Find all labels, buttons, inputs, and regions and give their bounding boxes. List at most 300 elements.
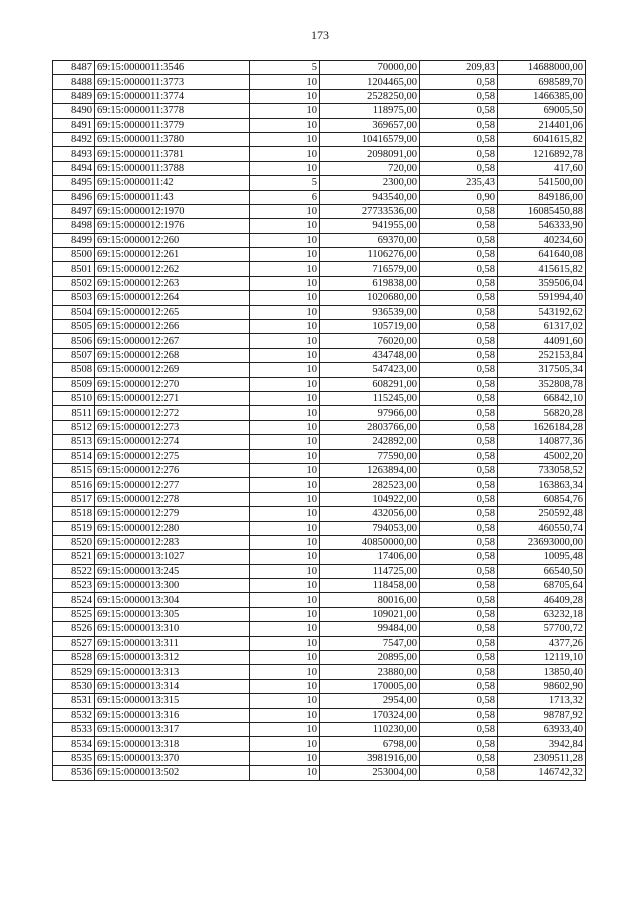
cadastral-number: 69:15:0000012:270 <box>95 377 250 391</box>
rate-value: 0,58 <box>420 593 498 607</box>
rate-value: 0,58 <box>420 492 498 506</box>
column-3-value: 10 <box>250 377 320 391</box>
cadastral-number: 69:15:0000012:278 <box>95 492 250 506</box>
cadastral-number: 69:15:0000013:245 <box>95 564 250 578</box>
cadastral-value: 7547,00 <box>320 636 420 650</box>
total-value: 163863,34 <box>498 478 586 492</box>
column-3-value: 10 <box>250 550 320 564</box>
page-number: 173 <box>311 28 329 42</box>
cadastral-value: 720,00 <box>320 161 420 175</box>
cadastral-number: 69:15:0000013:502 <box>95 766 250 780</box>
table-row <box>53 291 586 305</box>
row-number: 8531 <box>53 694 95 708</box>
table-row <box>53 492 586 506</box>
cadastral-number: 69:15:0000013:310 <box>95 622 250 636</box>
total-value: 12119,10 <box>498 651 586 665</box>
row-number: 8535 <box>53 751 95 765</box>
cadastral-number: 69:15:0000013:318 <box>95 737 250 751</box>
cadastral-value: 97966,00 <box>320 406 420 420</box>
cadastral-number: 69:15:0000013:314 <box>95 679 250 693</box>
row-number: 8495 <box>53 176 95 190</box>
total-value: 417,60 <box>498 161 586 175</box>
rate-value: 0,58 <box>420 478 498 492</box>
table-row <box>53 118 586 132</box>
cadastral-value: 619838,00 <box>320 276 420 290</box>
table-row <box>53 766 586 780</box>
row-number: 8511 <box>53 406 95 420</box>
rate-value: 0,90 <box>420 190 498 204</box>
cadastral-value: 104922,00 <box>320 492 420 506</box>
row-number: 8505 <box>53 320 95 334</box>
total-value: 66842,10 <box>498 391 586 405</box>
total-value: 2309511,28 <box>498 751 586 765</box>
row-number: 8518 <box>53 507 95 521</box>
cadastral-value: 40850000,00 <box>320 535 420 549</box>
rate-value: 0,58 <box>420 377 498 391</box>
table-row <box>53 636 586 650</box>
cadastral-value: 27733536,00 <box>320 204 420 218</box>
row-number: 8488 <box>53 75 95 89</box>
cadastral-number: 69:15:0000012:266 <box>95 320 250 334</box>
cadastral-value: 70000,00 <box>320 61 420 75</box>
column-3-value: 10 <box>250 737 320 751</box>
cadastral-number: 69:15:0000011:3546 <box>95 61 250 75</box>
cadastral-value: 2300,00 <box>320 176 420 190</box>
table-row <box>53 420 586 434</box>
column-3-value: 10 <box>250 492 320 506</box>
row-number: 8532 <box>53 708 95 722</box>
column-3-value: 10 <box>250 478 320 492</box>
total-value: 56820,28 <box>498 406 586 420</box>
cadastral-number: 69:15:0000013:311 <box>95 636 250 650</box>
cadastral-number: 69:15:0000013:1027 <box>95 550 250 564</box>
table-row <box>53 391 586 405</box>
rate-value: 0,58 <box>420 722 498 736</box>
cadastral-value: 170324,00 <box>320 708 420 722</box>
row-number: 8508 <box>53 363 95 377</box>
rate-value: 0,58 <box>420 579 498 593</box>
rate-value: 0,58 <box>420 766 498 780</box>
row-number: 8487 <box>53 61 95 75</box>
column-3-value: 10 <box>250 751 320 765</box>
total-value: 140877,36 <box>498 435 586 449</box>
rate-value: 0,58 <box>420 406 498 420</box>
rate-value: 0,58 <box>420 363 498 377</box>
column-3-value: 10 <box>250 276 320 290</box>
total-value: 415615,82 <box>498 262 586 276</box>
table-row <box>53 564 586 578</box>
table-row <box>53 61 586 75</box>
rate-value: 0,58 <box>420 89 498 103</box>
column-3-value: 10 <box>250 320 320 334</box>
cadastral-number: 69:15:0000013:315 <box>95 694 250 708</box>
table-row <box>53 377 586 391</box>
column-3-value: 10 <box>250 248 320 262</box>
cadastral-value: 716579,00 <box>320 262 420 276</box>
total-value: 359506,04 <box>498 276 586 290</box>
cadastral-number: 69:15:0000012:1970 <box>95 204 250 218</box>
cadastral-number: 69:15:0000013:370 <box>95 751 250 765</box>
column-3-value: 10 <box>250 521 320 535</box>
column-3-value: 10 <box>250 348 320 362</box>
row-number: 8499 <box>53 233 95 247</box>
cadastral-value: 547423,00 <box>320 363 420 377</box>
rate-value: 0,58 <box>420 204 498 218</box>
rate-value: 0,58 <box>420 708 498 722</box>
rate-value: 0,58 <box>420 219 498 233</box>
column-3-value: 10 <box>250 564 320 578</box>
rate-value: 0,58 <box>420 305 498 319</box>
table-row <box>53 607 586 621</box>
cadastral-value: 369657,00 <box>320 118 420 132</box>
total-value: 69005,50 <box>498 104 586 118</box>
rate-value: 0,58 <box>420 550 498 564</box>
row-number: 8536 <box>53 766 95 780</box>
table-row <box>53 722 586 736</box>
total-value: 733058,52 <box>498 463 586 477</box>
table-row <box>53 651 586 665</box>
row-number: 8514 <box>53 449 95 463</box>
cadastral-number: 69:15:0000011:3773 <box>95 75 250 89</box>
column-3-value: 10 <box>250 89 320 103</box>
total-value: 146742,32 <box>498 766 586 780</box>
rate-value: 0,58 <box>420 507 498 521</box>
cadastral-value: 110230,00 <box>320 722 420 736</box>
total-value: 60854,76 <box>498 492 586 506</box>
table-row <box>53 305 586 319</box>
cadastral-number: 69:15:0000013:312 <box>95 651 250 665</box>
column-3-value: 6 <box>250 190 320 204</box>
column-3-value: 10 <box>250 449 320 463</box>
cadastral-number: 69:15:0000012:267 <box>95 334 250 348</box>
rate-value: 0,58 <box>420 118 498 132</box>
rate-value: 235,43 <box>420 176 498 190</box>
rate-value: 0,58 <box>420 622 498 636</box>
cadastral-value: 23880,00 <box>320 665 420 679</box>
table-row <box>53 147 586 161</box>
column-3-value: 10 <box>250 305 320 319</box>
table-row <box>53 550 586 564</box>
cadastral-number: 69:15:0000011:43 <box>95 190 250 204</box>
table-row <box>53 276 586 290</box>
row-number: 8509 <box>53 377 95 391</box>
row-number: 8523 <box>53 579 95 593</box>
table-row <box>53 348 586 362</box>
table-row <box>53 89 586 103</box>
table-row <box>53 535 586 549</box>
rate-value: 0,58 <box>420 449 498 463</box>
rate-value: 0,58 <box>420 607 498 621</box>
cadastral-value: 6798,00 <box>320 737 420 751</box>
total-value: 1216892,78 <box>498 147 586 161</box>
table-row <box>53 751 586 765</box>
table-row <box>53 521 586 535</box>
total-value: 4377,26 <box>498 636 586 650</box>
row-number: 8497 <box>53 204 95 218</box>
rate-value: 0,58 <box>420 161 498 175</box>
cadastral-number: 69:15:0000011:3781 <box>95 147 250 161</box>
table-row <box>53 679 586 693</box>
total-value: 63232,18 <box>498 607 586 621</box>
total-value: 68705,64 <box>498 579 586 593</box>
row-number: 8527 <box>53 636 95 650</box>
row-number: 8507 <box>53 348 95 362</box>
cadastral-number: 69:15:0000011:3788 <box>95 161 250 175</box>
cadastral-number: 69:15:0000012:265 <box>95 305 250 319</box>
total-value: 14688000,00 <box>498 61 586 75</box>
cadastral-value: 170005,00 <box>320 679 420 693</box>
total-value: 44091,60 <box>498 334 586 348</box>
total-value: 57700,72 <box>498 622 586 636</box>
rate-value: 0,58 <box>420 104 498 118</box>
table-row <box>53 507 586 521</box>
table-row <box>53 248 586 262</box>
cadastral-number: 69:15:0000012:260 <box>95 233 250 247</box>
table-row <box>53 204 586 218</box>
column-3-value: 10 <box>250 579 320 593</box>
cadastral-number: 69:15:0000012:269 <box>95 363 250 377</box>
row-number: 8530 <box>53 679 95 693</box>
table-row <box>53 622 586 636</box>
cadastral-value: 1204465,00 <box>320 75 420 89</box>
column-3-value: 10 <box>250 665 320 679</box>
total-value: 16085450,88 <box>498 204 586 218</box>
rate-value: 0,58 <box>420 320 498 334</box>
table-row <box>53 363 586 377</box>
total-value: 23693000,00 <box>498 535 586 549</box>
cadastral-value: 941955,00 <box>320 219 420 233</box>
table-row <box>53 593 586 607</box>
total-value: 698589,70 <box>498 75 586 89</box>
column-3-value: 10 <box>250 104 320 118</box>
cadastral-value: 1020680,00 <box>320 291 420 305</box>
column-3-value: 10 <box>250 507 320 521</box>
cadastral-value: 114725,00 <box>320 564 420 578</box>
rate-value: 0,58 <box>420 75 498 89</box>
rate-value: 0,58 <box>420 262 498 276</box>
cadastral-number: 69:15:0000012:279 <box>95 507 250 521</box>
table-row <box>53 478 586 492</box>
table-row <box>53 132 586 146</box>
rate-value: 0,58 <box>420 248 498 262</box>
cadastral-value: 794053,00 <box>320 521 420 535</box>
column-3-value: 10 <box>250 204 320 218</box>
row-number: 8512 <box>53 420 95 434</box>
cadastral-value: 1106276,00 <box>320 248 420 262</box>
column-3-value: 10 <box>250 694 320 708</box>
column-3-value: 10 <box>250 132 320 146</box>
rate-value: 0,58 <box>420 463 498 477</box>
rate-value: 0,58 <box>420 751 498 765</box>
rate-value: 0,58 <box>420 348 498 362</box>
row-number: 8520 <box>53 535 95 549</box>
cadastral-value: 3981916,00 <box>320 751 420 765</box>
rate-value: 0,58 <box>420 233 498 247</box>
table-row <box>53 104 586 118</box>
total-value: 317505,34 <box>498 363 586 377</box>
total-value: 1626184,28 <box>498 420 586 434</box>
column-3-value: 10 <box>250 651 320 665</box>
rate-value: 0,58 <box>420 147 498 161</box>
column-3-value: 10 <box>250 766 320 780</box>
column-3-value: 10 <box>250 233 320 247</box>
rate-value: 0,58 <box>420 132 498 146</box>
cadastral-number: 69:15:0000013:300 <box>95 579 250 593</box>
table-row <box>53 334 586 348</box>
cadastral-value: 118458,00 <box>320 579 420 593</box>
column-3-value: 10 <box>250 291 320 305</box>
cadastral-value: 434748,00 <box>320 348 420 362</box>
rate-value: 0,58 <box>420 737 498 751</box>
column-3-value: 5 <box>250 61 320 75</box>
total-value: 214401,06 <box>498 118 586 132</box>
row-number: 8510 <box>53 391 95 405</box>
row-number: 8526 <box>53 622 95 636</box>
total-value: 13850,40 <box>498 665 586 679</box>
cadastral-value: 20895,00 <box>320 651 420 665</box>
row-number: 8525 <box>53 607 95 621</box>
total-value: 45002,20 <box>498 449 586 463</box>
cadastral-number: 69:15:0000012:261 <box>95 248 250 262</box>
row-number: 8491 <box>53 118 95 132</box>
cadastral-number: 69:15:0000012:271 <box>95 391 250 405</box>
row-number: 8528 <box>53 651 95 665</box>
total-value: 541500,00 <box>498 176 586 190</box>
row-number: 8498 <box>53 219 95 233</box>
cadastral-number: 69:15:0000012:275 <box>95 449 250 463</box>
rate-value: 0,58 <box>420 651 498 665</box>
row-number: 8529 <box>53 665 95 679</box>
row-number: 8496 <box>53 190 95 204</box>
total-value: 849186,00 <box>498 190 586 204</box>
column-3-value: 10 <box>250 593 320 607</box>
row-number: 8492 <box>53 132 95 146</box>
total-value: 6041615,82 <box>498 132 586 146</box>
cadastral-value: 115245,00 <box>320 391 420 405</box>
cadastral-number: 69:15:0000011:3778 <box>95 104 250 118</box>
cadastral-number: 69:15:0000012:274 <box>95 435 250 449</box>
rate-value: 0,58 <box>420 521 498 535</box>
rate-value: 0,58 <box>420 694 498 708</box>
row-number: 8519 <box>53 521 95 535</box>
column-3-value: 10 <box>250 722 320 736</box>
cadastral-value: 943540,00 <box>320 190 420 204</box>
cadastral-number: 69:15:0000012:263 <box>95 276 250 290</box>
table-row <box>53 176 586 190</box>
cadastral-number: 69:15:0000011:42 <box>95 176 250 190</box>
column-3-value: 10 <box>250 262 320 276</box>
table-row <box>53 320 586 334</box>
cadastral-value: 936539,00 <box>320 305 420 319</box>
cadastral-value: 109021,00 <box>320 607 420 621</box>
cadastral-number: 69:15:0000013:313 <box>95 665 250 679</box>
total-value: 10095,48 <box>498 550 586 564</box>
total-value: 543192,62 <box>498 305 586 319</box>
cadastral-number: 69:15:0000012:283 <box>95 535 250 549</box>
cadastral-number: 69:15:0000012:276 <box>95 463 250 477</box>
cadastral-value: 2954,00 <box>320 694 420 708</box>
cadastral-value: 242892,00 <box>320 435 420 449</box>
cadastral-number: 69:15:0000013:304 <box>95 593 250 607</box>
table-row <box>53 737 586 751</box>
table-row <box>53 75 586 89</box>
cadastral-number: 69:15:0000011:3780 <box>95 132 250 146</box>
cadastral-value: 69370,00 <box>320 233 420 247</box>
row-number: 8533 <box>53 722 95 736</box>
total-value: 546333,90 <box>498 219 586 233</box>
cadastral-number: 69:15:0000012:272 <box>95 406 250 420</box>
cadastral-number: 69:15:0000011:3779 <box>95 118 250 132</box>
total-value: 250592,48 <box>498 507 586 521</box>
column-3-value: 10 <box>250 334 320 348</box>
column-3-value: 10 <box>250 420 320 434</box>
cadastral-value: 118975,00 <box>320 104 420 118</box>
total-value: 66540,50 <box>498 564 586 578</box>
column-3-value: 10 <box>250 219 320 233</box>
cadastral-value: 80016,00 <box>320 593 420 607</box>
cadastral-value: 608291,00 <box>320 377 420 391</box>
table-row <box>53 694 586 708</box>
cadastral-number: 69:15:0000012:268 <box>95 348 250 362</box>
row-number: 8524 <box>53 593 95 607</box>
cadastral-value: 1263894,00 <box>320 463 420 477</box>
column-3-value: 10 <box>250 636 320 650</box>
table-row <box>53 233 586 247</box>
cadastral-value: 2803766,00 <box>320 420 420 434</box>
row-number: 8506 <box>53 334 95 348</box>
column-3-value: 10 <box>250 118 320 132</box>
cadastral-value: 99484,00 <box>320 622 420 636</box>
rate-value: 0,58 <box>420 535 498 549</box>
column-3-value: 10 <box>250 463 320 477</box>
cadastral-number: 69:15:0000013:305 <box>95 607 250 621</box>
table-body <box>53 61 586 781</box>
row-number: 8513 <box>53 435 95 449</box>
cadastral-value: 2528250,00 <box>320 89 420 103</box>
total-value: 61317,02 <box>498 320 586 334</box>
cadastral-value: 432056,00 <box>320 507 420 521</box>
total-value: 641640,08 <box>498 248 586 262</box>
rate-value: 0,58 <box>420 564 498 578</box>
cadastral-number: 69:15:0000012:264 <box>95 291 250 305</box>
total-value: 63933,40 <box>498 722 586 736</box>
cadastral-value: 77590,00 <box>320 449 420 463</box>
total-value: 46409,28 <box>498 593 586 607</box>
total-value: 1466385,00 <box>498 89 586 103</box>
cadastral-number: 69:15:0000012:262 <box>95 262 250 276</box>
cadastral-value: 2098091,00 <box>320 147 420 161</box>
column-3-value: 10 <box>250 147 320 161</box>
cadastral-number: 69:15:0000013:316 <box>95 708 250 722</box>
rate-value: 0,58 <box>420 391 498 405</box>
column-3-value: 10 <box>250 391 320 405</box>
rate-value: 0,58 <box>420 636 498 650</box>
table-row <box>53 190 586 204</box>
row-number: 8503 <box>53 291 95 305</box>
cadastral-value: 105719,00 <box>320 320 420 334</box>
table-row <box>53 161 586 175</box>
table-row <box>53 665 586 679</box>
row-number: 8501 <box>53 262 95 276</box>
cadastral-value-table <box>52 60 586 781</box>
rate-value: 0,58 <box>420 334 498 348</box>
cadastral-number: 69:15:0000012:280 <box>95 521 250 535</box>
cadastral-value: 10416579,00 <box>320 132 420 146</box>
cadastral-number: 69:15:0000012:1976 <box>95 219 250 233</box>
table-row <box>53 262 586 276</box>
total-value: 252153,84 <box>498 348 586 362</box>
total-value: 460550,74 <box>498 521 586 535</box>
